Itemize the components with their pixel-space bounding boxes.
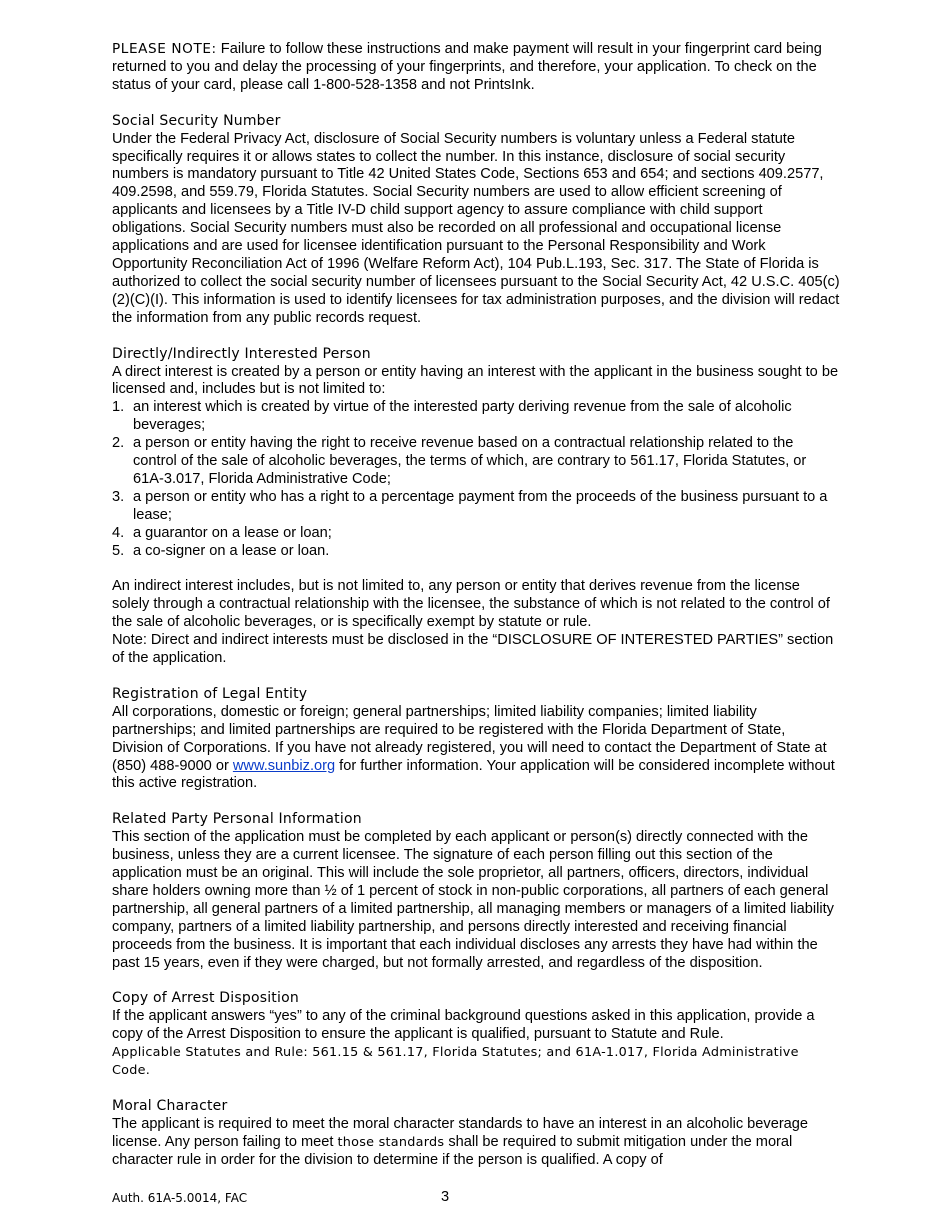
list-item-text: an interest which is created by virtue of the interested party deriving revenue from the sale of alcoholic beverages; — [133, 399, 792, 434]
moral-text-before: The applicant is required to meet the moral character standards to have an interest in an alcoholic beverage license. Any person failing to meet — [112, 1115, 809, 1150]
list-item — [112, 399, 840, 435]
list-item-number: 2. — [112, 435, 125, 452]
interested-heading: Directly/Indirectly Interested Person — [112, 345, 371, 362]
arrest-disposition-heading: Copy of Arrest Disposition — [112, 990, 299, 1007]
interested-intro: A direct interest is created by a person or entity having an interest with the applicant in the business sought to be licensed and, includes but is not limited to: — [112, 363, 839, 398]
list-item — [112, 435, 840, 489]
moral-text-standards: those standards — [337, 1134, 445, 1150]
list-item — [112, 543, 840, 561]
list-item — [112, 489, 840, 525]
legal-entity-section — [112, 686, 840, 793]
please-note-label: PLEASE NOTE: — [112, 41, 217, 57]
list-item-text: a co-signer on a lease or loan. — [133, 542, 330, 559]
list-item-number: 4. — [112, 524, 125, 541]
interest-note: Note: Direct and indirect interests must be disclosed in the “DISCLOSURE OF INTERESTED PARTIES” section of the application. — [112, 632, 834, 666]
page-number: 3 — [441, 1189, 450, 1205]
related-party-section — [112, 811, 840, 972]
footer-authority: Auth. 61A-5.0014, FAC — [112, 1191, 248, 1205]
list-item-text: a guarantor on a lease or loan; — [133, 524, 332, 541]
moral-character-section — [112, 1098, 840, 1170]
related-party-heading: Related Party Personal Information — [112, 811, 362, 828]
ssn-section — [112, 113, 840, 328]
legal-entity-heading: Registration of Legal Entity — [112, 685, 308, 702]
list-item — [112, 525, 840, 543]
ssn-body: Under the Federal Privacy Act, disclosure of Social Security numbers is voluntary unless a Federal statute specifically requires it or allows states to collect the number. In this instance, disclosure of social security numbers is mandatory pursuant to Title 42 United States Code, Sections 653 and 654; and sections 409.2577, 409.2598, and 559.79, Florida Statutes. Social Security numbers are used to allow efficient screening of applicants and licensees by a Title IV-D child support agency to assure compliance with child support obligations. Social Security numbers must also be recorded on all professional and occupational license applications and are used for licensee identification pursuant to the Personal Responsibility and Work Opportunity Reconciliation Act of 1996 (Welfare Reform Act), 104 Pub.L.193, Sec. 317. The State of Florida is authorized to collect the social security number of licensees pursuant to the Social Security Act, 42 U.S.C. 405(c)(2)(C)(I). This information is used to identify licensees for tax administration purposes, and the division will redact the information from any public records request. — [112, 130, 840, 326]
list-item-number: 5. — [112, 542, 125, 559]
ssn-heading: Social Security Number — [112, 112, 281, 129]
document-page — [112, 41, 840, 1170]
interested-section — [112, 346, 840, 668]
related-party-body: This section of the application must be completed by each applicant or person(s) directly connected with the business, unless they are a current licensee. The signature of each person filling out this section of the application must be an original. This will include the sole proprietor, all partners, officers, directors, individual share holders owning more than ½ of 1 percent of stock in non-public corporations, all partners of each general partnership, all general partners of a limited partnership, all managing members or managers of a limited liability company, partners of a limited liability partnership, and persons directly interested and receiving financial proceeds from the business. It is important that each individual discloses any arrests they have had within the past 15 years, even if they were charged, but not formally arrested, and regardless of the disposition. — [112, 829, 834, 971]
moral-character-body — [112, 1116, 840, 1170]
list-item-number: 3. — [112, 488, 125, 505]
sunbiz-link[interactable]: www.sunbiz.org — [232, 757, 336, 774]
list-item-text: a person or entity having the right to receive revenue based on a contractual relationship related to the control of the sale of alcoholic beverages, the terms of which, are contrary to 561.17, Florida Statutes, or 61A-3.017, Florida Administrative Code; — [133, 435, 807, 487]
indirect-interest-text: An indirect interest includes, but is not limited to, any person or entity that derives revenue from the license solely through a contractual relationship with the licensee, the substance of which is not related to the control of the sale of alcoholic beverages, or is specifically exempt by statute or rule. — [112, 578, 830, 631]
direct-interest-list — [112, 399, 840, 560]
moral-text-after: shall be required to submit mitigation under the moral character rule in order for the division to determine if the person is qualified. A copy of — [112, 1133, 793, 1168]
legal-entity-text-after: for further information. Your application will be considered incomplete without this active registration. — [112, 757, 835, 792]
list-item-number: 1. — [112, 399, 125, 416]
moral-character-heading: Moral Character — [112, 1098, 228, 1115]
legal-entity-body — [112, 704, 840, 794]
arrest-disposition-section — [112, 990, 840, 1080]
please-note-text: Failure to follow these instructions and make payment will result in your fingerprint card being returned to you and delay the processing of your fingerprints, and therefore, your application. To check on the status of your card, please call 1-800-528-1358 and not PrintsInk. — [112, 41, 822, 93]
arrest-disposition-body: If the applicant answers “yes” to any of the criminal background questions asked in this application, provide a copy of the Arrest Disposition to ensure the applicant is qualified, pursuant to Statute and Rule. — [112, 1008, 815, 1043]
list-item-text: a person or entity who has a right to a percentage payment from the proceeds of the business pursuant to a lease; — [133, 488, 828, 523]
legal-entity-text-before: All corporations, domestic or foreign; general partnerships; limited liability companies; limited liability partnerships; and limited partnerships are required to be registered with the Florida Department of State, Division of Corporations. If you have not already registered, you will need to contact the Department of State at (850) 488-9000 or — [112, 703, 827, 774]
please-note-paragraph — [112, 41, 840, 95]
applicable-statutes: Applicable Statutes and Rule: 561.15 & 561.17, Florida Statutes; and 61A-1.017, Florida Administrative Code. — [112, 1045, 799, 1079]
